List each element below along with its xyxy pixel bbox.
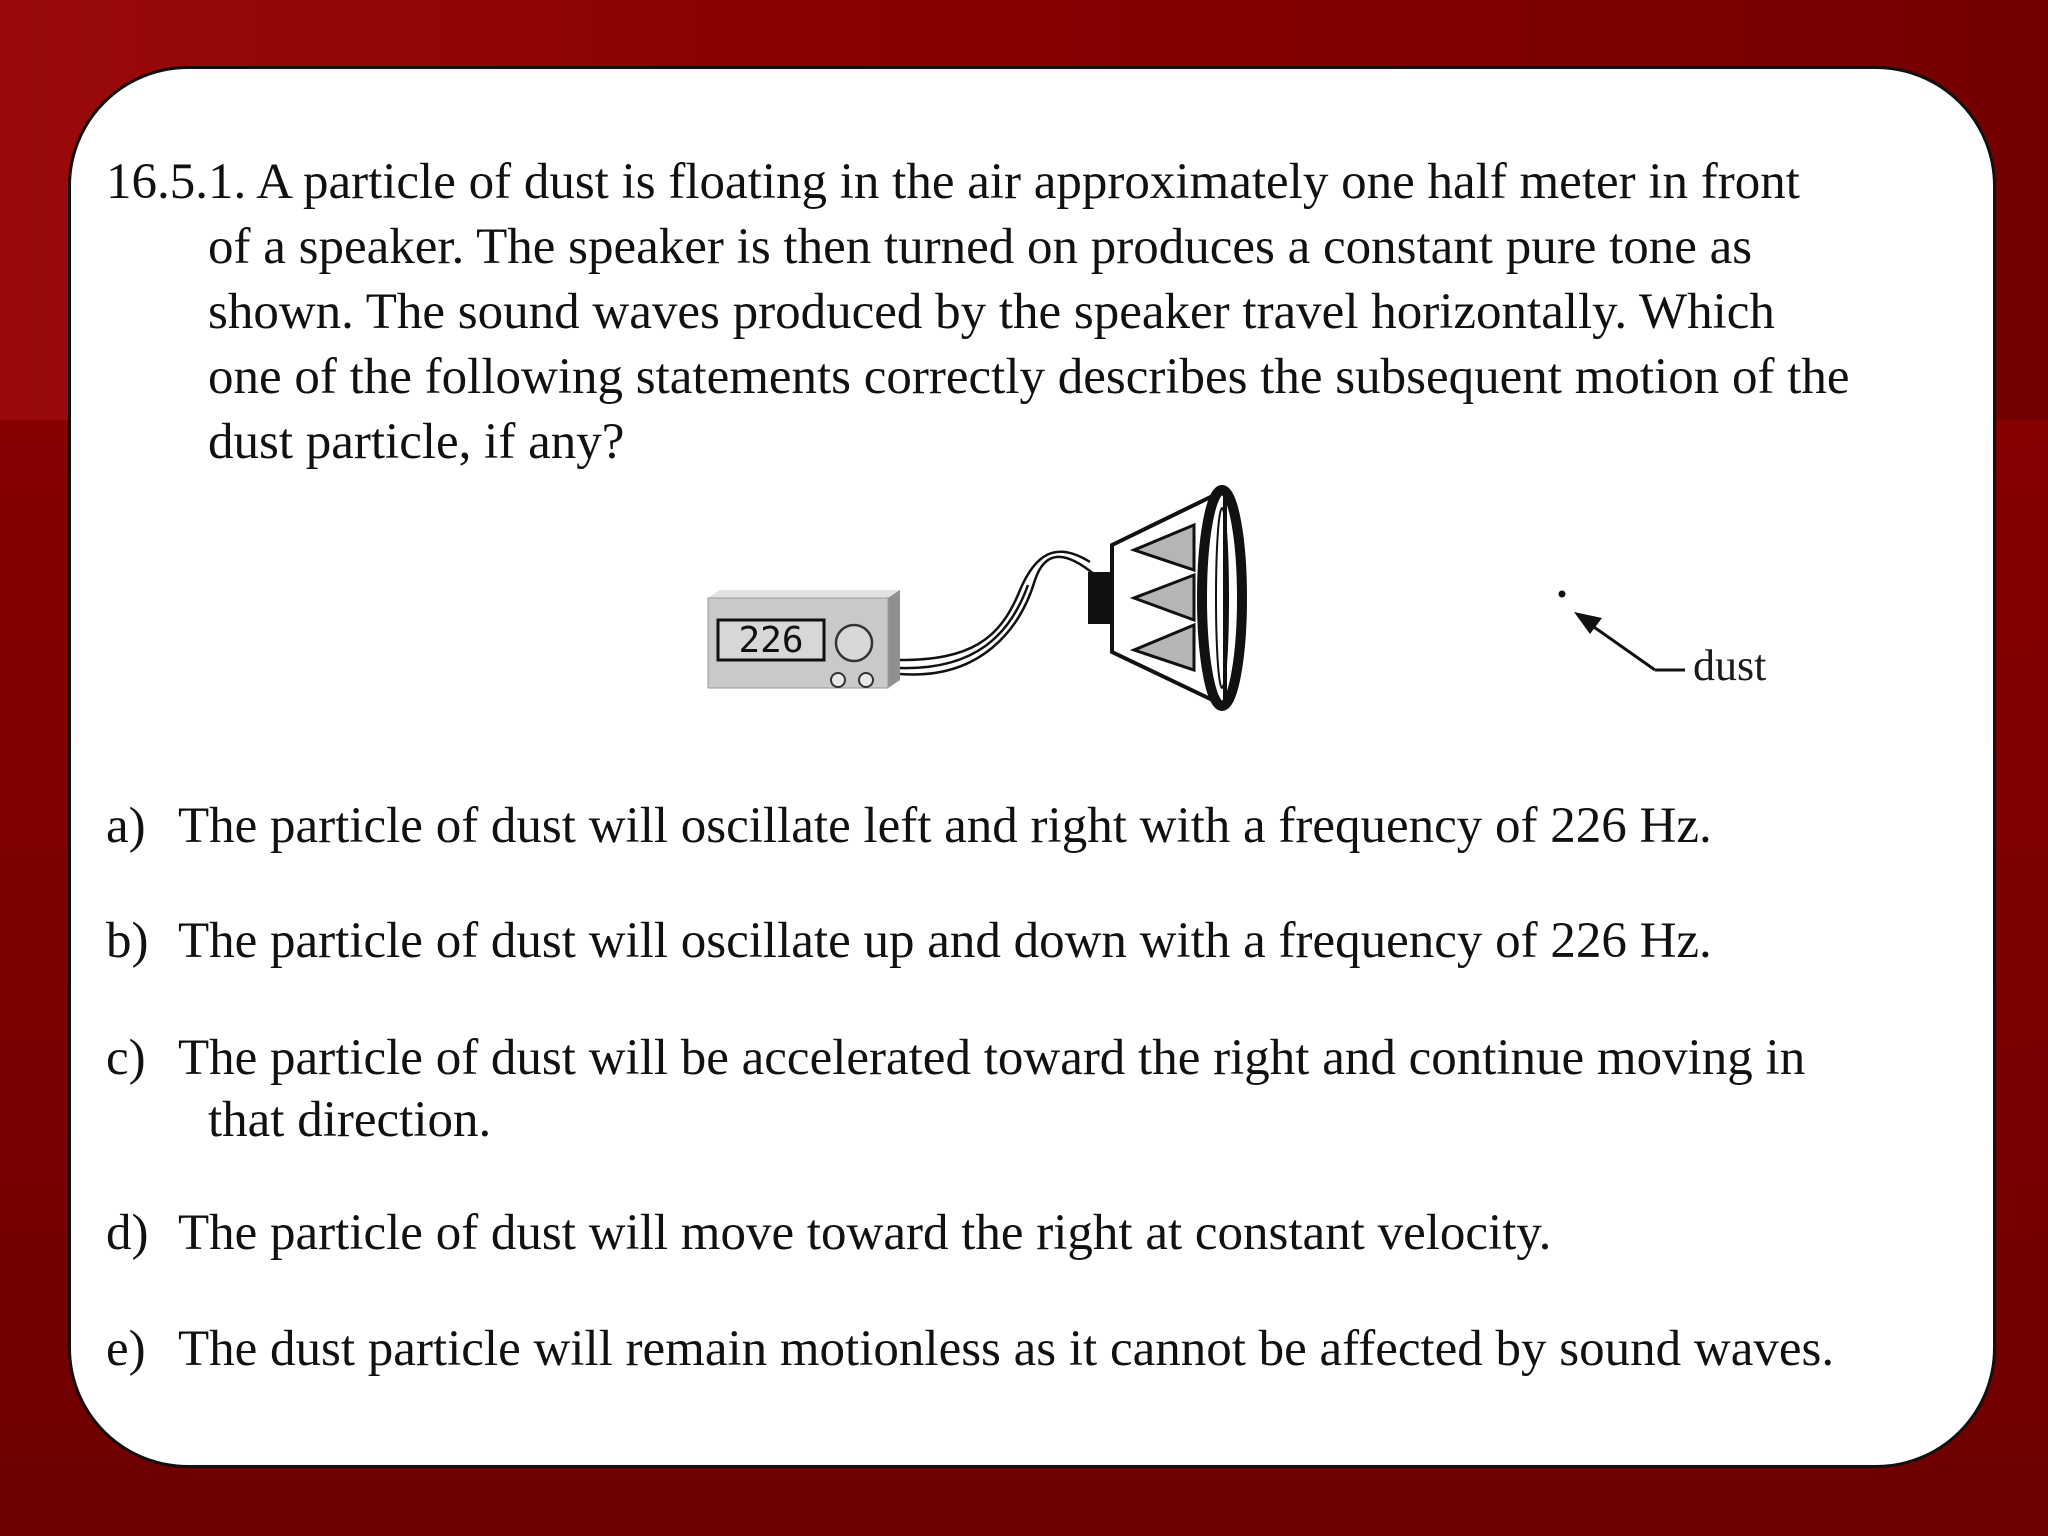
signal-generator xyxy=(708,590,900,688)
option-d xyxy=(106,1202,1551,1264)
option-letter: e) xyxy=(106,1321,146,1377)
question-text xyxy=(106,150,1986,475)
option-text: The dust particle will remain motionless as it cannot be affected by sound waves. xyxy=(178,1321,1835,1377)
dust-label: dust xyxy=(1693,641,1767,690)
option-a xyxy=(106,795,1712,857)
option-letter: c) xyxy=(106,1030,146,1086)
question-line-2: of a speaker. The speaker is then turned on produces a constant pure tone as xyxy=(208,219,1753,275)
dust-pointer-arrow xyxy=(1574,612,1685,670)
question-line-3: shown. The sound waves produced by the speaker travel horizontally. Which xyxy=(208,284,1775,340)
option-letter: d) xyxy=(106,1205,149,1261)
speaker-diagram xyxy=(700,470,1820,730)
jack-icon xyxy=(831,673,845,687)
lcd-reading: 226 xyxy=(738,620,804,661)
speaker-icon xyxy=(1088,490,1242,706)
option-text-continuation: that direction. xyxy=(208,1092,492,1148)
option-text: The particle of dust will be accelerated toward the right and continue moving in xyxy=(178,1030,1806,1086)
question-line-4: one of the following statements correctly describes the subsequent motion of the xyxy=(208,349,1850,405)
option-text: The particle of dust will oscillate up and down with a frequency of 226 Hz. xyxy=(178,913,1712,969)
knob-icon xyxy=(836,625,872,661)
option-text: The particle of dust will move toward the right at constant velocity. xyxy=(178,1205,1552,1261)
question-line-1: 16.5.1. A particle of dust is floating in the air approximately one half meter in front xyxy=(106,154,1800,210)
dust-particle xyxy=(1559,591,1566,598)
option-text: The particle of dust will oscillate left and right with a frequency of 226 Hz. xyxy=(178,798,1712,854)
option-c xyxy=(106,1027,1805,1151)
option-letter: a) xyxy=(106,798,146,854)
question-line-5: dust particle, if any? xyxy=(208,414,625,470)
option-letter: b) xyxy=(106,913,149,969)
option-b xyxy=(106,910,1712,972)
speaker-cable xyxy=(900,552,1095,675)
option-e xyxy=(106,1318,1834,1380)
jack-icon xyxy=(859,673,873,687)
